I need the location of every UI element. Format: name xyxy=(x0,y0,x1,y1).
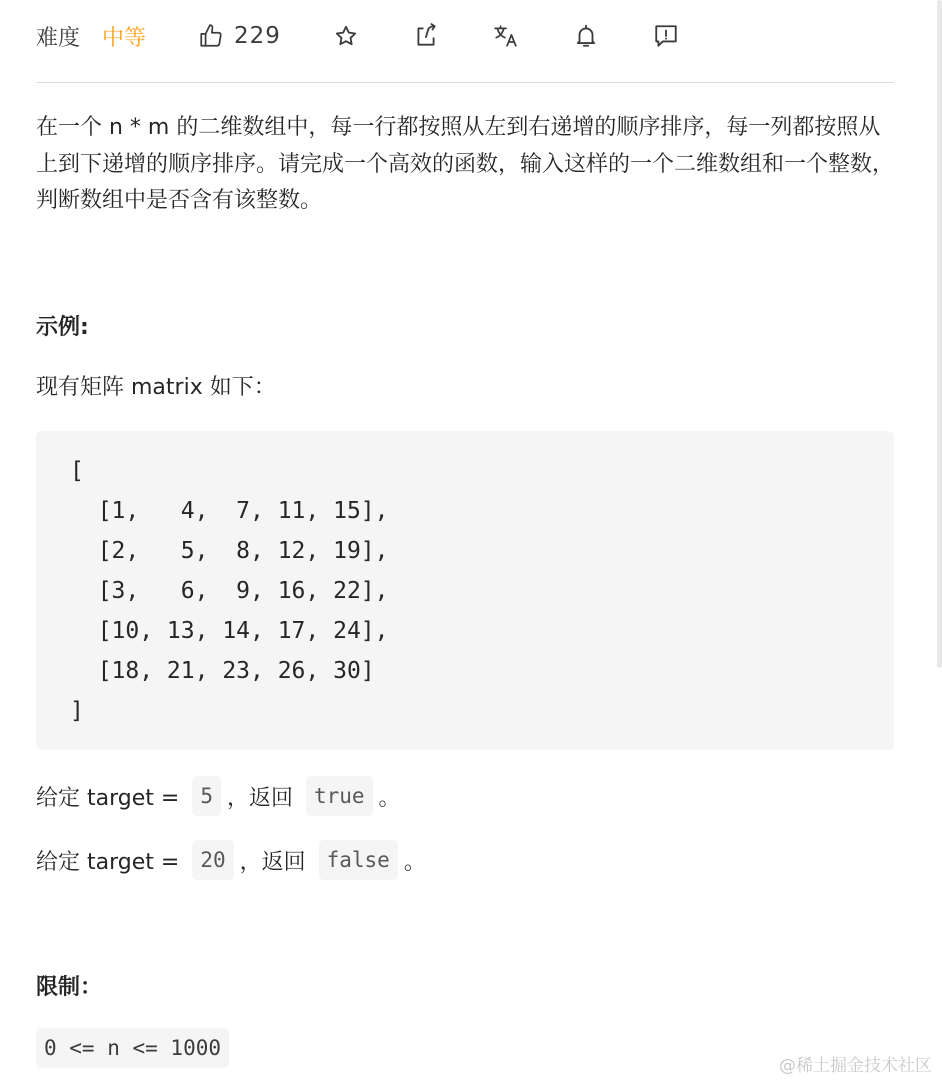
like-button[interactable] xyxy=(194,19,281,53)
toolbar-divider xyxy=(36,82,894,83)
difficulty-label: 难度 xyxy=(36,25,81,51)
case-mid: ，返回 xyxy=(239,849,313,875)
code-line: [3, 6, 9, 16, 22], xyxy=(70,578,389,604)
difficulty-value: 中等 xyxy=(102,25,147,51)
bell-icon[interactable] xyxy=(569,19,603,53)
matrix-intro: 现有矩阵 matrix 如下： xyxy=(36,375,276,400)
result-value: true xyxy=(306,776,373,816)
translate-icon[interactable] xyxy=(489,19,523,53)
code-line: [1, 4, 7, 11, 15], xyxy=(70,498,389,524)
code-line: [2, 5, 8, 12, 19], xyxy=(70,538,389,564)
example-case-2 xyxy=(36,840,426,880)
target-value: 5 xyxy=(192,776,221,816)
constraint-code: 0 <= n <= 1000 xyxy=(36,1028,229,1068)
constraints-title: 限制： xyxy=(36,975,103,1000)
feedback-icon[interactable] xyxy=(649,19,683,53)
constraint-item xyxy=(36,1028,229,1068)
watermark: @稀土掘金技术社区 xyxy=(779,1056,932,1076)
code-line: [10, 13, 14, 17, 24], xyxy=(70,618,389,644)
share-icon[interactable] xyxy=(409,19,443,53)
code-line: [18, 21, 23, 26, 30] xyxy=(70,658,375,684)
matrix-code-block xyxy=(36,431,894,750)
thumbs-up-icon xyxy=(194,19,228,53)
problem-toolbar xyxy=(36,14,683,58)
code-line: ] xyxy=(70,698,84,724)
case-prefix: 给定 target = xyxy=(36,785,187,811)
result-value: false xyxy=(319,840,398,880)
case-suffix: 。 xyxy=(378,785,401,811)
case-suffix: 。 xyxy=(403,849,426,875)
example-case-1 xyxy=(36,776,401,816)
code-line: [ xyxy=(70,458,84,484)
case-mid: ，返回 xyxy=(226,785,300,811)
scrollbar[interactable] xyxy=(937,0,942,668)
case-prefix: 给定 target = xyxy=(36,849,187,875)
target-value: 20 xyxy=(192,840,233,880)
problem-description: 在一个 n * m 的二维数组中，每一行都按照从左到右递增的顺序排序，每一列都按照从上到下递增的顺序排序。请完成一个高效的函数，输入这样的一个二维数组和一个整数，判断数组中是否含有该整数。 xyxy=(36,115,895,213)
example-title: 示例: xyxy=(36,315,89,340)
star-icon[interactable] xyxy=(329,19,363,53)
like-count: 229 xyxy=(234,23,281,49)
